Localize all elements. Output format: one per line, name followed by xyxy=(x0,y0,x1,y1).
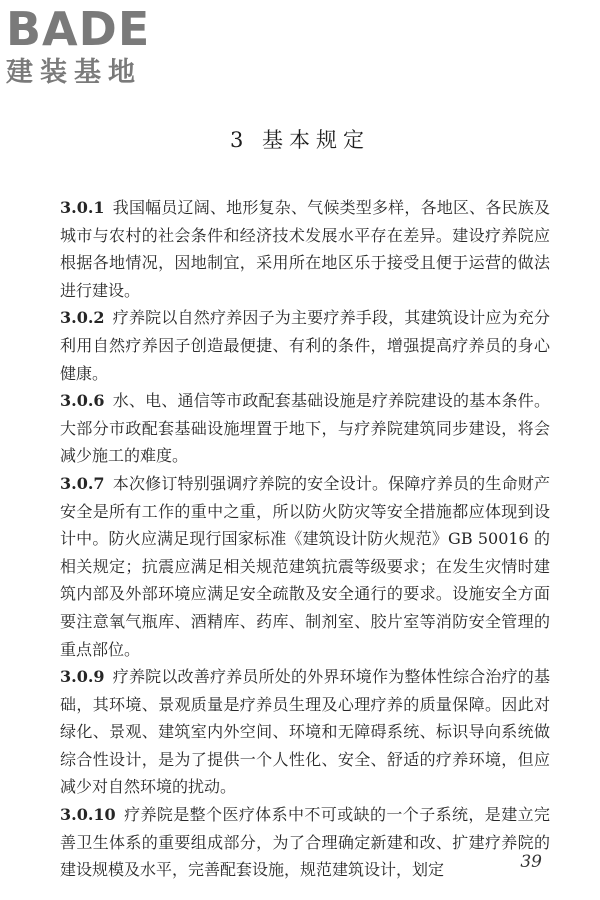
section-text: 本次修订特别强调疗养院的安全设计。保障疗养员的生命财产安全是所有工作的重中之重，所以防火防灾等安全措施都应体现到设计中。防火应满足现行国家标准《建筑设计防火规范》GB 50016 的相关规定；抗震应满足相关规范建筑抗震等级要求；在发生灾情时建筑内部及外部环境应满足安全疏散及安全通行的要求。设施安全方面要注意氧气瓶库、酒精库、药库、制剂室、胶片室等消防安全管理的重点部位。 xyxy=(60,473,550,659)
logo-brand: BADE xyxy=(6,2,151,56)
section-text: 疗养院以改善疗养员所处的外界环境作为整体性综合治疗的基础，其环境、景观质量是疗养员生理及心理疗养的质量保障。因此对绿化、景观、建筑室内外空间、环境和无障碍系统、标识导向系统做综合性设计，是为了提供一个人性化、安全、舒适的疗养环境，但应减少对自然环境的扰动。 xyxy=(60,667,550,797)
logo-subtitle: 建装基地 xyxy=(6,57,142,88)
section-number: 3.0.2 xyxy=(60,308,105,328)
section-number: 3.0.9 xyxy=(60,667,105,687)
section-list xyxy=(60,194,550,884)
section-text: 我国幅员辽阔、地形复杂、气候类型多样，各地区、各民族及城市与农村的社会条件和经济技术发展水平存在差异。建设疗养院应根据各地情况，因地制宜，采用所在地区乐于接受且便于运营的做法进行建设。 xyxy=(60,198,550,300)
section-number: 3.0.1 xyxy=(60,198,105,217)
section-3-0-9 xyxy=(60,663,550,801)
section-3-0-10 xyxy=(60,801,550,884)
section-3-0-6 xyxy=(60,387,550,470)
section-3-0-7 xyxy=(60,470,550,663)
section-3-0-1 xyxy=(60,194,550,304)
section-3-0-2 xyxy=(60,304,550,387)
section-number: 3.0.7 xyxy=(60,473,105,493)
section-text: 疗养院以自然疗养因子为主要疗养手段，其建筑设计应为充分利用自然疗养因子创造最便捷、有利的条件，增强提高疗养员的身心健康。 xyxy=(60,308,550,383)
section-number: 3.0.10 xyxy=(60,805,116,825)
section-text: 疗养院是整个医疗体系中不可或缺的一个子系统，是建立完善卫生体系的重要组成部分，为了合理确定新建和改、扩建疗养院的建设规模及水平，完善配套设施，规范建筑设计，划定 xyxy=(60,805,550,880)
chapter-title: 3 基本规定 xyxy=(229,128,371,152)
bade-logo xyxy=(6,4,176,92)
section-text: 水、电、通信等市政配套基础设施是疗养院建设的基本条件。大部分市政配套基础设施埋置于地下，与疗养院建筑同步建设，将会减少施工的难度。 xyxy=(60,391,550,466)
section-number: 3.0.6 xyxy=(60,391,105,411)
page-number: 39 xyxy=(520,852,542,872)
